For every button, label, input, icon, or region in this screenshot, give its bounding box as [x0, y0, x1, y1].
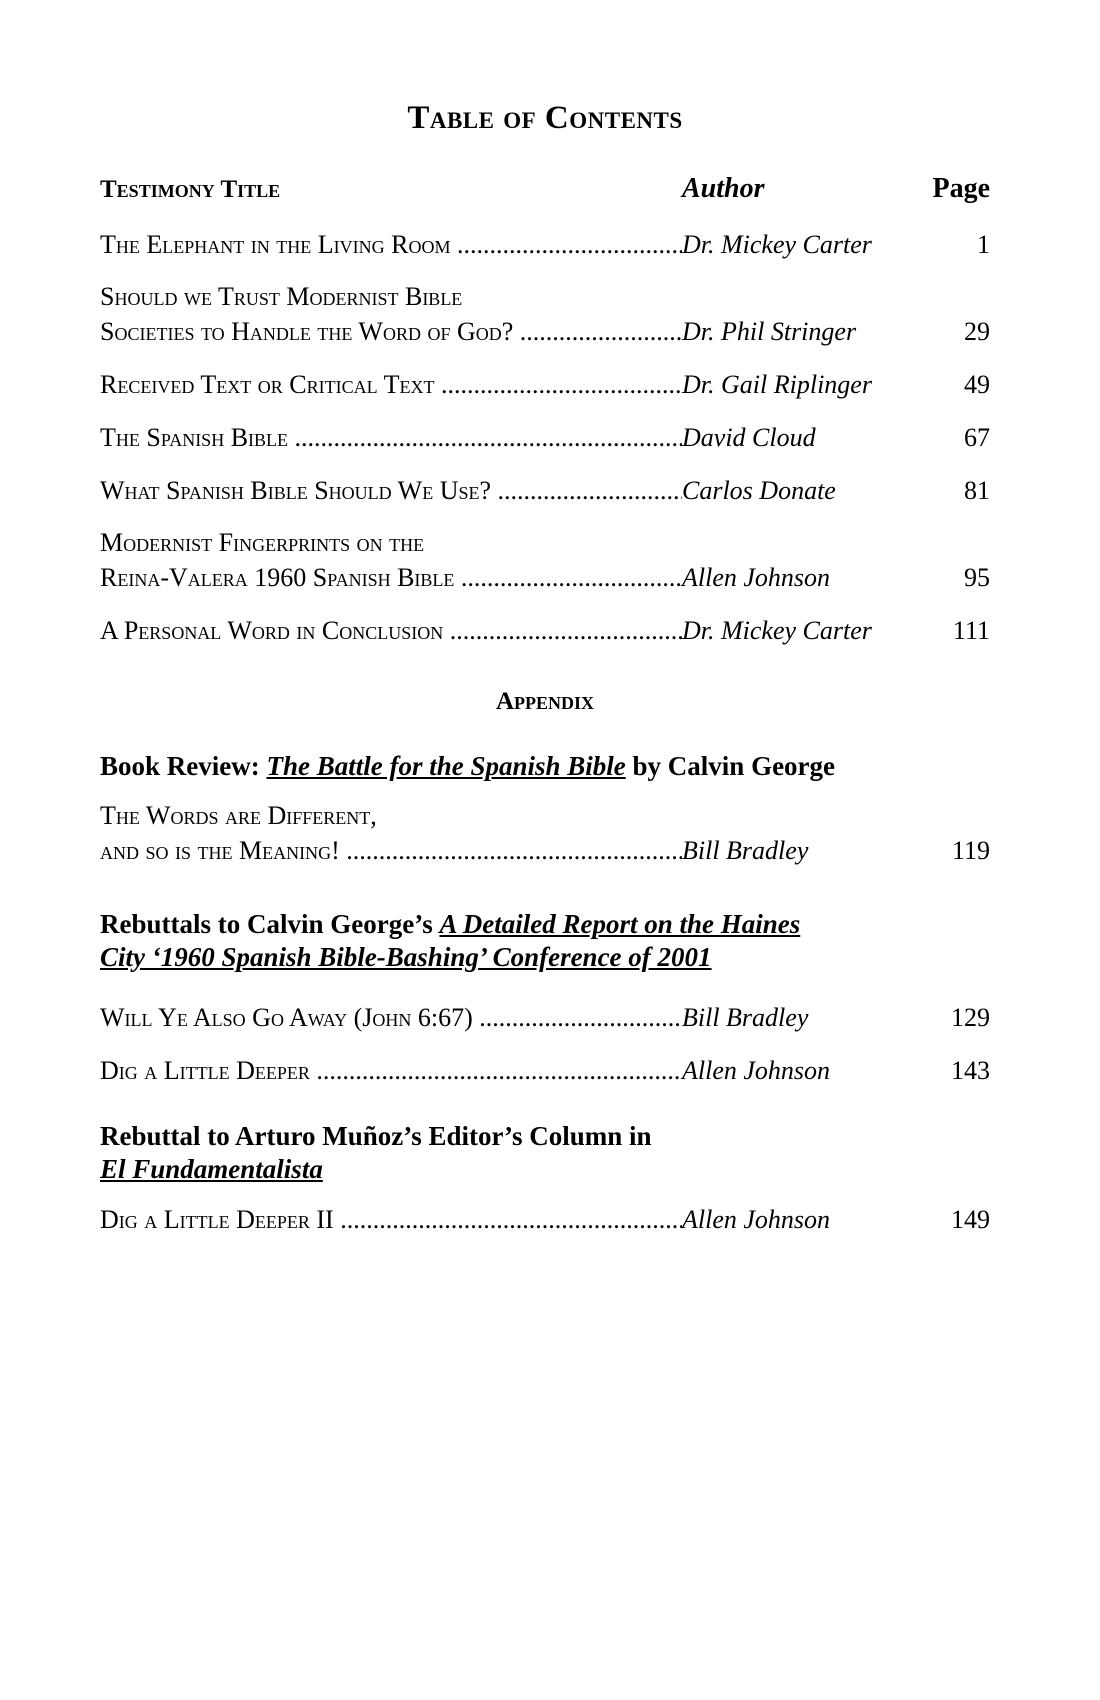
toc-entry[interactable] — [100, 280, 990, 349]
entry-author: David Cloud — [682, 423, 816, 452]
rebuttal2-prefix: Rebuttal to Arturo Muñoz’s Editor’s Column in — [100, 1121, 652, 1151]
entry-author: Carlos Donate — [682, 476, 836, 505]
entry-page: 129 — [951, 1003, 990, 1032]
rebuttals-title-line2: City ‘1960 Spanish Bible-Bashing’ Conference of 2001 — [100, 942, 712, 972]
entry-page: 1 — [977, 230, 990, 259]
entry-title: A Personal Word in Conclusion — [100, 616, 444, 645]
entry-title: and so is the Meaning! — [100, 836, 340, 865]
entry-title: The Spanish Bible — [100, 423, 289, 452]
toc-entry[interactable] — [100, 1202, 990, 1237]
entry-page: 149 — [951, 1205, 990, 1234]
entry-author: Bill Bradley — [682, 836, 809, 865]
entry-author: Dr. Gail Riplinger — [682, 370, 872, 399]
entry-title-line1: The Words are Different, — [100, 801, 377, 830]
entry-title: Will Ye Also Go Away (John 6:67) — [100, 1003, 473, 1032]
book-review-title: The Battle for the Spanish Bible — [266, 751, 626, 781]
toc-entry[interactable] — [100, 613, 990, 648]
toc-entry[interactable] — [100, 1053, 990, 1088]
appendix-heading: Appendix — [495, 688, 595, 715]
entry-page: 81 — [964, 476, 990, 505]
rebuttals-title-line1: A Detailed Report on the Haines — [439, 909, 801, 939]
book-review-suffix: by Calvin George — [625, 751, 836, 781]
rebuttals-prefix: Rebuttals to Calvin George’s — [100, 909, 440, 939]
rebuttals-heading — [100, 908, 990, 974]
entry-title: The Elephant in the Living Room — [100, 230, 451, 259]
entry-title: Dig a Little Deeper II — [100, 1205, 334, 1234]
toc-entry[interactable] — [100, 1000, 990, 1035]
book-review-prefix: Book Review: — [100, 751, 267, 781]
entry-author: Bill Bradley — [682, 1003, 809, 1032]
toc-entry[interactable] — [100, 473, 990, 508]
entry-author: Allen Johnson — [682, 563, 831, 592]
entry-title-line1: Modernist Fingerprints on the — [100, 528, 425, 557]
entry-title-line1: Should we Trust Modernist Bible — [100, 282, 463, 311]
entry-page: 49 — [964, 370, 990, 399]
toc-entry[interactable] — [100, 799, 990, 868]
entry-page: 143 — [951, 1056, 990, 1085]
entry-title: Dig a Little Deeper — [100, 1056, 310, 1085]
entry-page: 29 — [964, 317, 990, 346]
entry-author: Dr. Mickey Carter — [682, 616, 872, 645]
entry-page: 111 — [952, 616, 990, 645]
entry-title: Received Text or Critical Text — [100, 370, 435, 399]
entry-page: 95 — [964, 563, 990, 592]
entry-author: Allen Johnson — [682, 1056, 831, 1085]
toc-header — [100, 173, 990, 213]
toc-entry[interactable] — [100, 420, 990, 455]
book-review-heading — [100, 750, 990, 783]
toc-entry[interactable] — [100, 227, 990, 262]
header-author-col: Author — [682, 173, 765, 204]
entry-title: Societies to Handle the Word of God? — [100, 317, 514, 346]
entry-author: Dr. Phil Stringer — [682, 317, 857, 346]
entry-author: Allen Johnson — [682, 1205, 831, 1234]
rebuttal2-title: El Fundamentalista — [100, 1154, 323, 1184]
header-title-col: Testimony Title — [100, 176, 281, 203]
toc-page — [100, 100, 990, 1255]
entry-title: What Spanish Bible Should We Use? — [100, 476, 492, 505]
entry-page: 119 — [951, 836, 990, 865]
entry-author: Dr. Mickey Carter — [682, 230, 872, 259]
entry-title: Reina-Valera 1960 Spanish Bible — [100, 563, 455, 592]
toc-entry[interactable] — [100, 367, 990, 402]
rebuttal2-heading — [100, 1120, 990, 1186]
page-title: Table of Contents — [407, 100, 683, 136]
entry-page: 67 — [964, 423, 990, 452]
toc-entry[interactable] — [100, 526, 990, 595]
header-page-col: Page — [932, 173, 990, 204]
